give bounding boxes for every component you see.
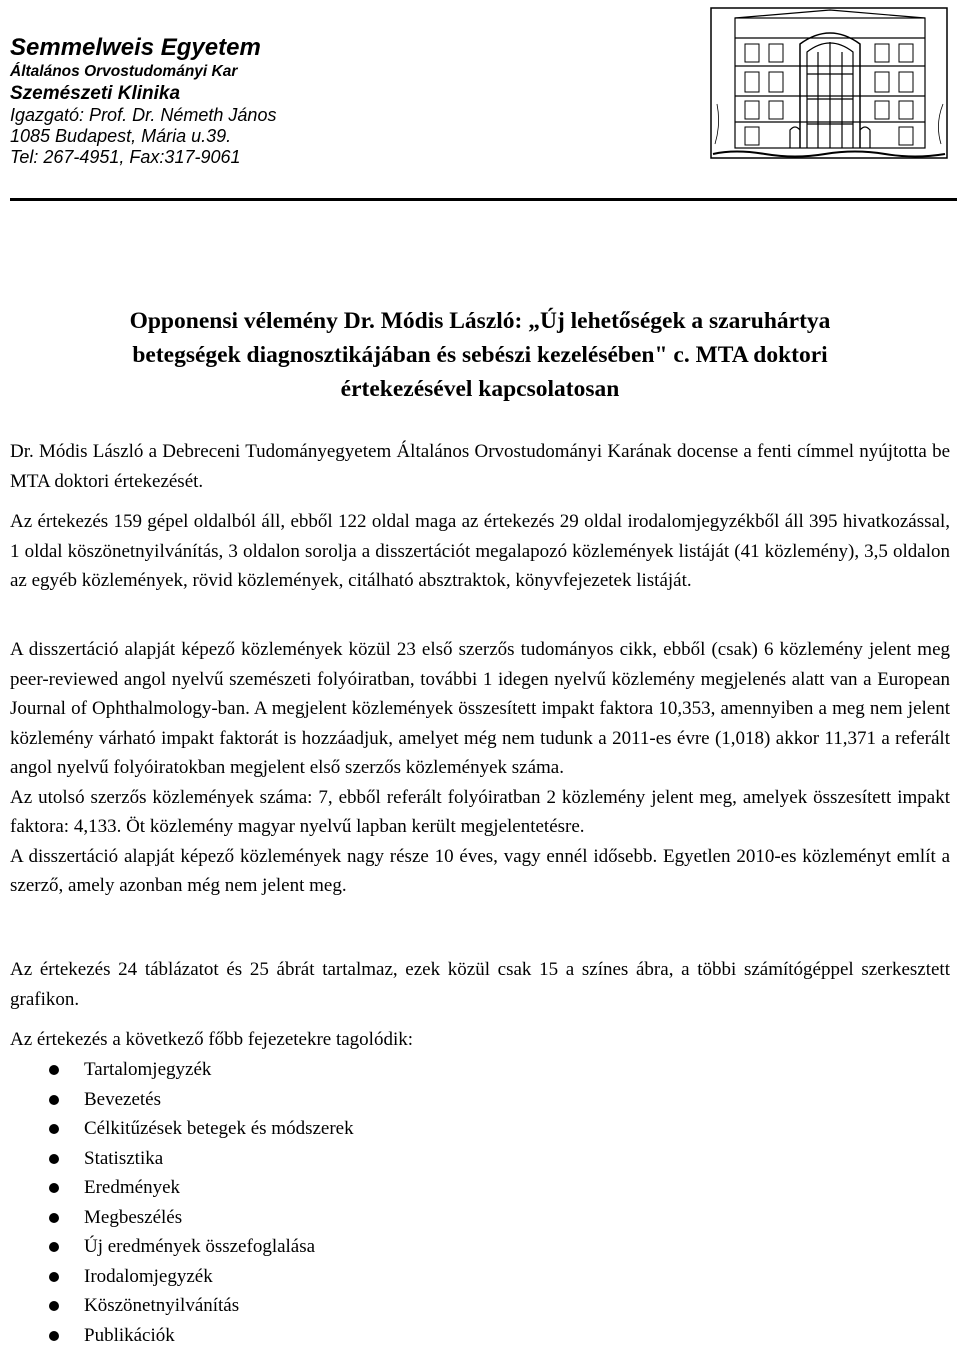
bullet-icon — [49, 1272, 59, 1282]
structure-paragraph: Az értekezés 159 gépel oldalból áll, ebből 122 oldal maga az értekezés 29 oldal irodalomjegyzékből áll 395 hivatkozással, 1 oldal köszönetnyilvánítás, 3 oldalon sorolja a disszertációt megalapozó közlemények listáját (41 közlemény), 3,5 oldalon az egyéb közlemények, rövid közlemények, citálható absztraktok, könyvfejezetek listáját. — [10, 507, 950, 596]
chapters-intro: Az értekezés a következő főbb fejezetekre tagolódik: — [10, 1025, 950, 1055]
bullet-icon — [49, 1183, 59, 1193]
chapter-item — [10, 1114, 354, 1144]
document-title — [10, 304, 950, 406]
phone-line: Tel: 267-4951, Fax:317-9061 — [10, 148, 276, 166]
title-line-1: Opponensi vélemény Dr. Módis László: „Új lehetőségek a szaruhártya — [10, 304, 950, 338]
chapter-label: Megbeszélés — [84, 1207, 182, 1228]
chapter-item — [10, 1291, 354, 1321]
letterhead — [10, 36, 276, 169]
publications-paragraph-c: A disszertáció alapját képező közlemények nagy része 10 éves, vagy ennél idősebb. Egyetlen 2010-es közleményt említ a szerző, amely azonban még nem jelent meg. — [10, 842, 950, 901]
intro-paragraph: Dr. Módis László a Debreceni Tudományegyetem Általános Orvostudományi Karának docense a fenti címmel nyújtotta be MTA doktori értekezését. — [10, 437, 950, 496]
header-divider — [10, 198, 957, 201]
publications-section — [10, 635, 950, 901]
bullet-icon — [49, 1301, 59, 1311]
university-name: Semmelweis Egyetem — [10, 36, 276, 60]
chapter-label: Tartalomjegyzék — [84, 1059, 211, 1080]
bullet-icon — [49, 1331, 59, 1341]
chapter-item — [10, 1173, 354, 1203]
tables-paragraph: Az értekezés 24 táblázatot és 25 ábrát tartalmaz, ezek közül csak 15 a színes ábra, a többi számítógéppel szerkesztett grafikon. — [10, 955, 950, 1014]
bullet-icon — [49, 1242, 59, 1252]
title-line-3: értekezésével kapcsolatosan — [10, 372, 950, 406]
title-line-2: betegségek diagnosztikájában és sebészi kezelésében" c. MTA doktori — [10, 338, 950, 372]
chapter-item — [10, 1321, 354, 1350]
chapter-label: Új eredmények összefoglalása — [84, 1236, 315, 1257]
bullet-icon — [49, 1154, 59, 1164]
bullet-icon — [49, 1124, 59, 1134]
publications-paragraph-a: A disszertáció alapját képező közlemények közül 23 első szerzős tudományos cikk, ebből (csak) 6 közlemény jelent meg peer-reviewed angol nyelvű szemészeti folyóiratban, további 1 idegen nyelvű közlemény megjelenés alatt van a European Journal of Ophthalmology-ban. A megjelent közlemények összesített impakt faktora 10,353, amennyiben a meg nem jelent közlemény várható impakt faktorát is hozzáadjuk, amelyet még nem tudunk a 2011-es évre (1,018) akkor 11,371 a referált angol nyelvű folyóiratokban megjelent első szerzős közlemények száma. — [10, 635, 950, 783]
faculty-name: Általános Orvostudományi Kar — [10, 64, 276, 80]
chapter-label: Bevezetés — [84, 1089, 161, 1110]
chapter-label: Publikációk — [84, 1325, 175, 1346]
chapter-label: Irodalomjegyzék — [84, 1266, 213, 1287]
chapter-item — [10, 1085, 354, 1115]
chapter-item — [10, 1203, 354, 1233]
chapter-item — [10, 1144, 354, 1174]
clinic-name: Szemészeti Klinika — [10, 84, 276, 103]
chapter-label: Statisztika — [84, 1148, 163, 1169]
address-line: 1085 Budapest, Mária u.39. — [10, 127, 276, 145]
clinic-building-illustration — [705, 4, 955, 164]
bullet-icon — [49, 1213, 59, 1223]
chapter-item — [10, 1232, 354, 1262]
chapter-label: Célkitűzések betegek és módszerek — [84, 1118, 354, 1139]
director-line: Igazgató: Prof. Dr. Németh János — [10, 106, 276, 124]
bullet-icon — [49, 1065, 59, 1075]
publications-paragraph-b: Az utolsó szerzős közlemények száma: 7, ebből referált folyóiratban 2 közlemény jelent meg, amelyek összesített impakt faktora: 4,133. Öt közlemény magyar nyelvű lapban került megjelentetésre. — [10, 783, 950, 842]
chapter-item — [10, 1262, 354, 1292]
chapter-label: Eredmények — [84, 1177, 180, 1198]
bullet-icon — [49, 1095, 59, 1105]
chapter-label: Köszönetnyilvánítás — [84, 1295, 239, 1316]
chapter-item — [10, 1055, 354, 1085]
chapter-list — [10, 1055, 354, 1350]
